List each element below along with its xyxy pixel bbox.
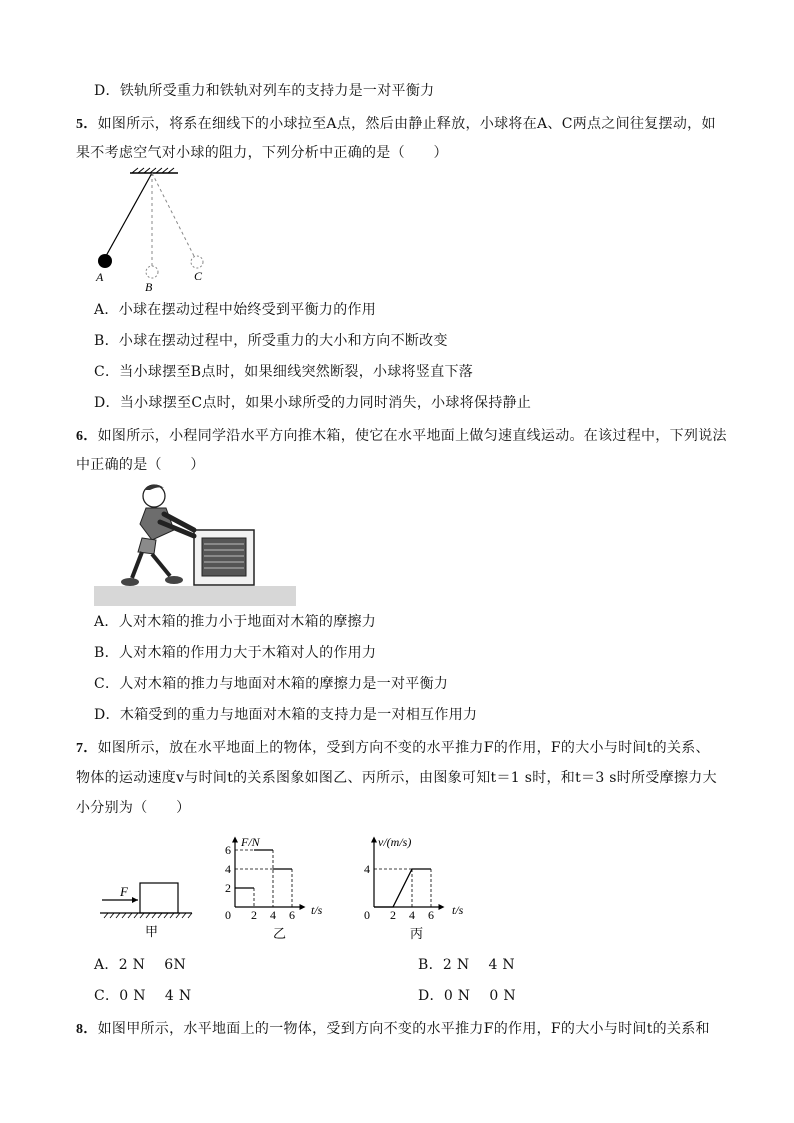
label-c: C <box>194 269 203 283</box>
ball-a <box>98 254 112 268</box>
pendulum-figure <box>90 168 220 293</box>
q7-number: 7． <box>76 741 98 756</box>
f-xtick-2: 2 <box>251 908 257 922</box>
chart-v-ylabel: v/(m/s) <box>378 835 412 849</box>
v-xtick-6: 6 <box>428 908 434 922</box>
q6-option-a: A．人对木箱的推力小于地面对木箱的摩擦力 <box>94 614 377 630</box>
q6-number: 6． <box>76 429 98 444</box>
chart-velocity-time <box>360 832 490 942</box>
v-xtick-4: 4 <box>409 908 415 922</box>
ball-b <box>146 266 158 278</box>
f-xtick-6: 6 <box>289 908 295 922</box>
string-a <box>106 173 152 256</box>
q5-text1: 如图所示，将系在细线下的小球拉至A点，然后由静止释放，小球将在A、C两点之间往复摆动，如 <box>97 116 716 132</box>
chart-v-xlabel: t/s <box>452 903 464 917</box>
q7-option-a: A．2 N 6N <box>94 957 187 973</box>
shoe-left <box>121 578 139 586</box>
q5-option-c: C．当小球摆至B点时，如果细线突然断裂，小球将竖直下落 <box>94 364 474 380</box>
q6-stem-line1 <box>76 426 727 447</box>
label-a: A <box>96 270 104 284</box>
caption-bing: 丙 <box>410 926 424 941</box>
q4-option-d: D．铁轨所受重力和铁轨对列车的支持力是一对平衡力 <box>94 83 435 99</box>
chart-force-time <box>215 832 345 942</box>
f-y-arrow <box>232 837 238 843</box>
caption-jia: 甲 <box>145 924 159 939</box>
q6-option-b: B．人对木箱的作用力大于木箱对人的作用力 <box>94 645 377 661</box>
q7-option-d: D．0 N 0 N <box>418 988 516 1004</box>
q5-option-b: B．小球在摆动过程中，所受重力的大小和方向不断改变 <box>94 333 448 349</box>
f-ytick-6: 6 <box>225 843 231 857</box>
chart-f-xlabel: t/s <box>311 903 323 917</box>
q5-number: 5． <box>76 117 98 132</box>
q8-stem-line1 <box>76 1019 710 1040</box>
v-xtick-0: 0 <box>364 908 370 922</box>
force-label: F <box>120 884 128 899</box>
q7-text1: 如图所示，放在水平地面上的物体，受到方向不变的水平推力F的作用，F的大小与时间t的关系、 <box>97 740 710 756</box>
q5-option-a: A．小球在摆动过程中始终受到平衡力的作用 <box>94 302 377 318</box>
f-ytick-2: 2 <box>225 881 231 895</box>
caption-yi: 乙 <box>273 926 287 941</box>
v-x-arrow <box>439 904 445 910</box>
block <box>140 883 178 913</box>
q6-option-d: D．木箱受到的重力与地面对木箱的支持力是一对相互作用力 <box>94 707 478 723</box>
v-series-line <box>374 869 431 907</box>
q8-number: 8． <box>76 1022 98 1037</box>
q5-option-d: D．当小球摆至C点时，如果小球所受的力同时消失，小球将保持静止 <box>94 395 532 411</box>
q7-stem-line2: 物体的运动速度v与时间t的关系图象如图乙、丙所示，由图象可知t＝1 s时，和t＝3 s时所受摩擦力大 <box>76 770 717 786</box>
ground <box>94 586 296 606</box>
f-xtick-0: 0 <box>225 908 231 922</box>
string-c <box>152 173 194 256</box>
chart-f-ylabel: F/N <box>241 835 260 849</box>
q7-stem-line3: 小分别为（ ） <box>76 800 191 816</box>
v-y-arrow <box>371 837 377 843</box>
q6-text1: 如图所示，小程同学沿水平方向推木箱，使它在水平地面上做匀速直线运动。在该过程中，下列说法 <box>97 428 727 444</box>
q5-stem-line1 <box>76 114 716 135</box>
v-ytick-4: 4 <box>364 862 370 876</box>
shoe-right <box>165 576 183 584</box>
label-b: B <box>145 280 153 294</box>
figure-jia <box>100 870 200 940</box>
ball-c <box>191 256 203 268</box>
q6-stem-line2: 中正确的是（ ） <box>76 457 205 473</box>
f-ytick-4: 4 <box>225 862 231 876</box>
q8-text1: 如图甲所示，水平地面上的一物体，受到方向不变的水平推力F的作用，F的大小与时间t的关系和 <box>97 1021 710 1037</box>
f-xtick-4: 4 <box>270 908 276 922</box>
q5-stem-line2: 果不考虑空气对小球的阻力，下列分析中正确的是（ ） <box>76 145 448 161</box>
boy-pushing-box-figure <box>94 478 296 606</box>
q6-option-c: C．人对木箱的推力与地面对木箱的摩擦力是一对平衡力 <box>94 676 449 692</box>
q7-option-c: C．0 N 4 N <box>94 988 192 1004</box>
q7-stem-line1 <box>76 738 710 759</box>
v-xtick-2: 2 <box>390 908 396 922</box>
f-x-arrow <box>300 904 306 910</box>
q7-option-b: B．2 N 4 N <box>418 957 515 973</box>
